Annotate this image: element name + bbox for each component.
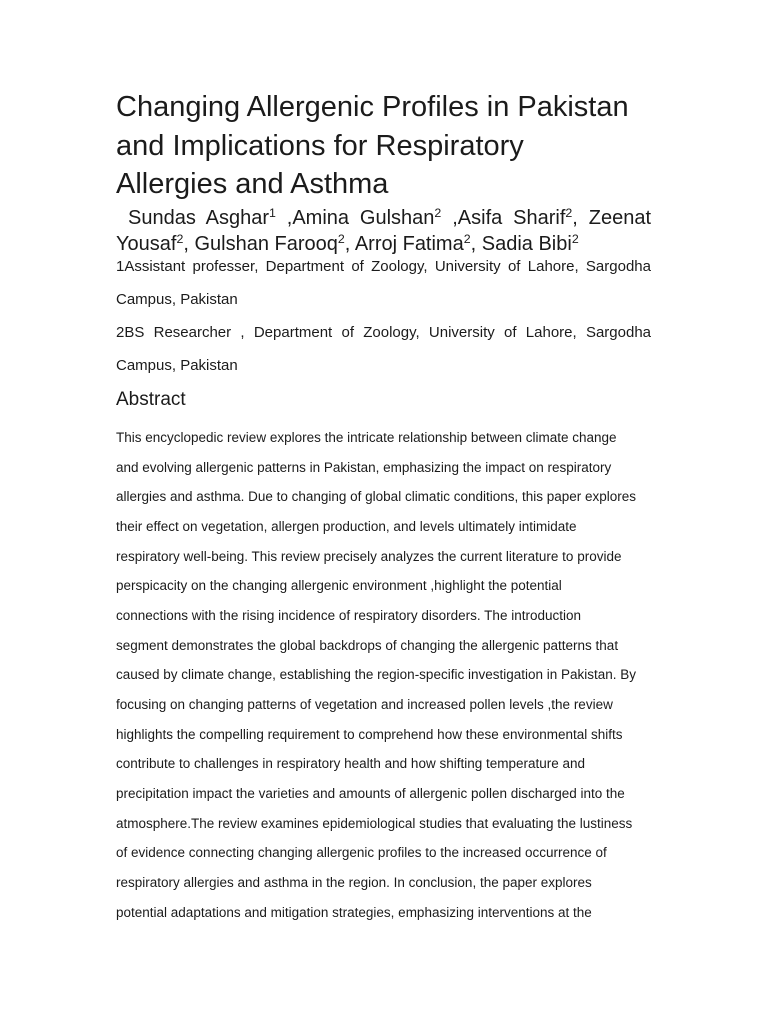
abstract-line: perspicacity on the changing allergenic environment ,highlight the potential [116,578,562,594]
author-separator: , [470,233,482,255]
author-name: Amina Gulshan [292,207,435,229]
abstract-line: respiratory allergies and asthma in the region. In conclusion, the paper explores [116,874,592,890]
abstract-line: caused by climate change, establishing the region-specific investigation in Pakistan. By [116,667,637,683]
abstract-body [116,423,651,927]
abstract-line: highlights the compelling requirement to comprehend how these environmental shifts [116,726,623,742]
author-affiliation-marker: 2 [565,206,573,221]
abstract-line: and evolving allergenic patterns in Pakistan, emphasizing the impact on respiratory [116,459,612,475]
author-separator: , [275,207,293,229]
author-separator: , [572,207,589,229]
abstract-heading: Abstract [116,389,186,410]
abstract-line: segment demonstrates the global backdrops of changing the allergenic patterns that [116,637,619,653]
paper-title [116,88,651,204]
author-affiliation-marker: 2 [571,232,579,247]
author-name: Sadia Bibi [481,233,572,255]
author-name: Gulshan Farooq [194,233,338,255]
author-name: Zeenat Yousaf [116,207,651,255]
author-name: Sundas Asghar [128,207,269,229]
abstract-line: focusing on changing patterns of vegetation and increased pollen levels ,the review [116,696,613,712]
title-line: Changing Allergenic Profiles in Pakistan [116,91,629,123]
abstract-line: connections with the rising incidence of respiratory disorders. The introduction [116,607,581,623]
abstract-line: their effect on vegetation, allergen production, and levels ultimately intimidate [116,518,577,534]
affiliation: 1Assistant professer, Department of Zoology, University of Lahore, Sargodha Campus, Pakistan [116,257,651,308]
affiliation: 2BS Researcher , Department of Zoology, University of Lahore, Sargodha Campus, Pakistan [116,323,651,374]
abstract-line: precipitation impact the varieties and amounts of allergenic pollen discharged into the [116,785,625,801]
abstract-line: respiratory well-being. This review precisely analyzes the current literature to provide [116,548,622,564]
affiliation-list [116,250,651,382]
author-affiliation-marker: 1 [268,206,276,221]
title-line: and Implications for Respiratory [116,129,524,162]
author-name: Asifa Sharif [457,207,566,229]
abstract-line: This encyclopedic review explores the intricate relationship between climate change [116,430,617,445]
title-line: Allergies and Asthma [116,168,389,200]
author-affiliation-marker: 2 [463,232,471,247]
author-affiliation-marker: 2 [434,206,442,221]
author-name: Arroj Fatima [354,233,464,255]
abstract-line: allergies and asthma. Due to changing of global climatic conditions, this paper explores [116,489,637,505]
abstract-line: potential adaptations and mitigation strategies, emphasizing interventions at the [116,904,592,920]
abstract-line: of evidence connecting changing allergenic profiles to the increased occurrence of [116,845,607,861]
author-separator: , [183,233,195,255]
author-separator: , [344,233,355,255]
author-separator: , [441,207,458,229]
author-affiliation-marker: 2 [337,232,345,247]
abstract-line: atmosphere.The review examines epidemiological studies that evaluating the lustiness [116,815,633,831]
abstract-line: contribute to challenges in respiratory health and how shifting temperature and [116,756,586,772]
author-affiliation-marker: 2 [176,232,184,247]
